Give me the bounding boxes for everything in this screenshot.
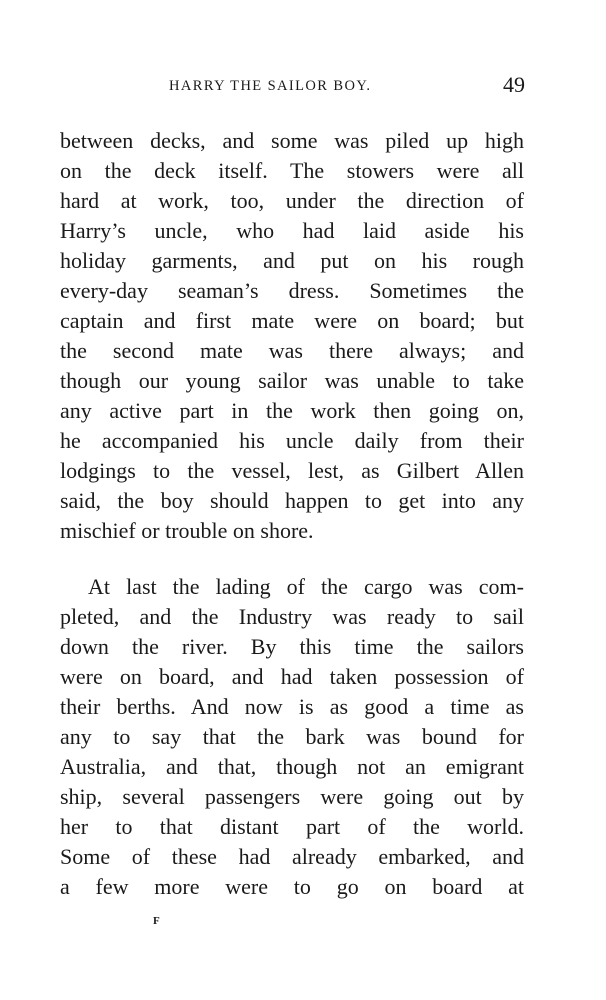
text-line: the second mate was there always; and — [60, 338, 524, 363]
text-line: pleted, and the Industry was ready to sail — [60, 604, 524, 629]
text-line: hard at work, too, under the direction of — [60, 188, 524, 213]
signature-mark: F — [153, 915, 160, 927]
text-line: ship, several passengers were going out by — [60, 784, 524, 809]
text-line: captain and first mate were on board; but — [60, 308, 524, 333]
running-head — [155, 72, 525, 102]
text-line: At last the lading of the cargo was com- — [88, 574, 524, 599]
text-line: her to that distant part of the world. — [60, 814, 524, 839]
text-line: Some of these had already embarked, and — [60, 844, 524, 869]
text-line: any to say that the bark was bound for — [60, 724, 524, 749]
text-line: on the deck itself. The stowers were all — [60, 158, 524, 183]
text-line: between decks, and some was piled up high — [60, 128, 524, 153]
text-line: any active part in the work then going on, — [60, 398, 524, 423]
text-line: he accompanied his uncle daily from their — [60, 428, 524, 453]
text-line: Australia, and that, though not an emigrant — [60, 754, 524, 779]
running-title: HARRY THE SAILOR BOY. — [169, 78, 372, 94]
text-line: lodgings to the vessel, lest, as Gilbert Allen — [60, 458, 524, 483]
text-line: were on board, and had taken possession of — [60, 664, 524, 689]
text-line: holiday garments, and put on his rough — [60, 248, 524, 273]
text-line: mischief or trouble on shore. — [60, 518, 314, 543]
text-line: a few more were to go on board at — [60, 874, 524, 899]
text-line: their berths. And now is as good a time as — [60, 694, 524, 719]
text-line: down the river. By this time the sailors — [60, 634, 524, 659]
text-line: Harry’s uncle, who had laid aside his — [60, 218, 524, 243]
page-number: 49 — [503, 72, 525, 97]
text-line: said, the boy should happen to get into any — [60, 488, 524, 513]
text-line: though our young sailor was unable to take — [60, 368, 524, 393]
text-line: every-day seaman’s dress. Sometimes the — [60, 278, 524, 303]
